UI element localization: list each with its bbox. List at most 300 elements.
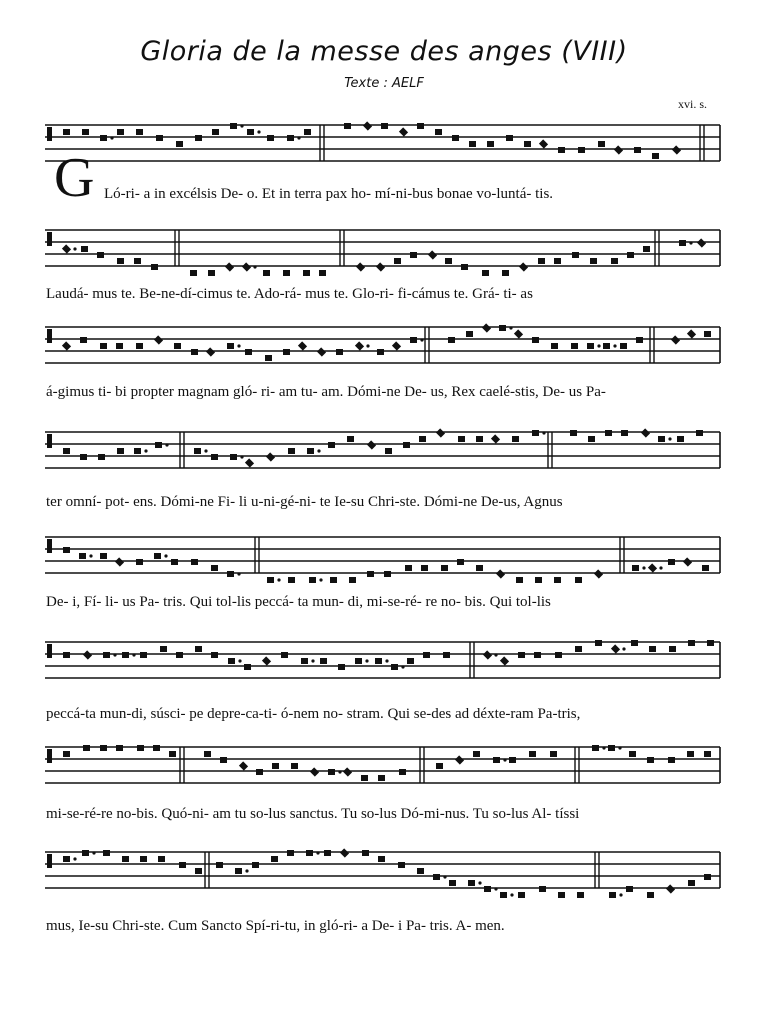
neume: [469, 141, 476, 147]
staff: [0, 315, 768, 385]
neume: [512, 436, 519, 442]
neume: [79, 553, 86, 559]
staff-system: [0, 735, 768, 805]
dot: [257, 130, 260, 133]
neume: [384, 571, 391, 577]
neume: [535, 577, 542, 583]
neume: [621, 430, 628, 436]
staff: [0, 420, 768, 490]
neume: [403, 442, 410, 448]
dot: [622, 647, 625, 650]
neume: [63, 751, 70, 757]
neume: [82, 850, 89, 856]
neume: [417, 123, 424, 129]
neume: [550, 751, 557, 757]
neume: [63, 856, 70, 862]
neume: [324, 850, 331, 856]
neume: [343, 767, 352, 776]
neume: [652, 153, 659, 159]
neume: [407, 658, 414, 664]
neume: [122, 652, 129, 658]
neume: [307, 448, 314, 454]
neume: [100, 343, 107, 349]
neume: [435, 129, 442, 135]
staff: [0, 218, 768, 288]
dot: [659, 566, 662, 569]
neume: [410, 337, 417, 343]
neume: [156, 135, 163, 141]
neume: [570, 430, 577, 436]
dot: [510, 893, 513, 896]
neume: [263, 270, 270, 276]
neume: [98, 454, 105, 460]
neume: [626, 886, 633, 892]
neume: [499, 325, 506, 331]
neume: [242, 262, 251, 271]
neume: [271, 856, 278, 862]
dot: [238, 659, 241, 662]
neume: [702, 565, 709, 571]
neume: [609, 892, 616, 898]
neume: [140, 652, 147, 658]
neume: [103, 652, 110, 658]
staff-system: [0, 315, 768, 385]
neume: [158, 856, 165, 862]
neume: [555, 652, 562, 658]
neume: [668, 757, 675, 763]
dot: [443, 875, 446, 878]
neume: [457, 559, 464, 565]
neume: [228, 658, 235, 664]
staff-system: [0, 840, 768, 910]
neume: [303, 270, 310, 276]
neume: [349, 577, 356, 583]
neume: [443, 652, 450, 658]
neume: [428, 250, 437, 259]
drop-cap: G: [54, 147, 95, 209]
dot: [240, 124, 243, 127]
neume: [433, 874, 440, 880]
neume: [590, 258, 597, 264]
neume: [500, 656, 509, 665]
neume: [529, 751, 536, 757]
neume: [476, 436, 483, 442]
neume: [455, 755, 464, 764]
neume: [571, 343, 578, 349]
neume: [256, 769, 263, 775]
neume: [338, 664, 345, 670]
neume: [267, 135, 274, 141]
clef: [47, 644, 52, 658]
neume: [666, 884, 675, 893]
neume: [608, 745, 615, 751]
neume: [247, 129, 254, 135]
neume: [281, 652, 288, 658]
neume: [392, 341, 401, 350]
neume: [577, 892, 584, 898]
dot: [597, 344, 600, 347]
subtitle: Texte : AELF: [344, 76, 424, 91]
dot: [92, 851, 95, 854]
neume: [484, 886, 491, 892]
neume: [103, 850, 110, 856]
neume: [394, 258, 401, 264]
neume: [191, 349, 198, 355]
dot: [319, 578, 322, 581]
neume: [482, 270, 489, 276]
neume: [641, 428, 650, 437]
neume: [658, 436, 665, 442]
neume: [367, 440, 376, 449]
neume: [194, 448, 201, 454]
neume: [80, 337, 87, 343]
neume: [603, 343, 610, 349]
neume: [506, 135, 513, 141]
neume: [100, 745, 107, 751]
dot: [365, 659, 368, 662]
neume: [704, 331, 711, 337]
dot: [338, 770, 341, 773]
neume: [707, 640, 714, 646]
neume: [220, 757, 227, 763]
neume: [614, 145, 623, 154]
dot: [89, 554, 92, 557]
dot: [204, 449, 207, 452]
dot: [317, 449, 320, 452]
neume: [449, 880, 456, 886]
staff: [0, 525, 768, 595]
neume: [594, 569, 603, 578]
neume: [153, 745, 160, 751]
neume: [636, 337, 643, 343]
neume: [330, 577, 337, 583]
neume: [154, 335, 163, 344]
neume: [554, 577, 561, 583]
neume: [344, 123, 351, 129]
dot: [165, 443, 168, 446]
neume: [190, 270, 197, 276]
neume: [235, 868, 242, 874]
neume: [83, 650, 92, 659]
lyrics-line: mi-se-ré-re no-bis. Quó-ni- am tu so-lus sanctus. Tu so-lus Dó-mi-nus. Tu so-lus Al- tíssi: [46, 806, 580, 822]
neume: [328, 769, 335, 775]
neume: [627, 252, 634, 258]
neume: [672, 145, 681, 154]
neume: [355, 658, 362, 664]
neume: [115, 557, 124, 566]
neume: [436, 428, 445, 437]
neume: [669, 646, 676, 652]
neume: [63, 547, 70, 553]
neume: [136, 559, 143, 565]
neume: [445, 258, 452, 264]
neume: [211, 652, 218, 658]
neume: [500, 892, 507, 898]
neume: [466, 331, 473, 337]
neume: [304, 129, 311, 135]
dot: [237, 572, 240, 575]
dot: [110, 136, 113, 139]
neume: [179, 862, 186, 868]
dot: [297, 136, 300, 139]
neume: [195, 135, 202, 141]
neume: [683, 557, 692, 566]
neume: [634, 147, 641, 153]
neume: [539, 886, 546, 892]
staff: [0, 630, 768, 700]
neume: [227, 571, 234, 577]
neume: [298, 341, 307, 350]
neume: [309, 577, 316, 583]
neume: [493, 757, 500, 763]
neume: [631, 640, 638, 646]
mode-label: xvi. s.: [678, 97, 708, 111]
neume: [117, 448, 124, 454]
dot: [245, 869, 248, 872]
neume: [117, 258, 124, 264]
clef: [47, 749, 52, 763]
neume: [551, 343, 558, 349]
dot: [420, 338, 423, 341]
lyrics-line: Laudá- mus te. Be-ne-dí-cimus te. Ado-rá- mus te. Glo-ri- fi-cámus te. Grá- ti- as: [46, 286, 533, 302]
neume: [575, 646, 582, 652]
neume: [491, 434, 500, 443]
neume: [155, 442, 162, 448]
neume: [154, 553, 161, 559]
neume: [80, 454, 87, 460]
neume: [518, 892, 525, 898]
neume: [134, 448, 141, 454]
neume: [704, 874, 711, 880]
neume: [668, 559, 675, 565]
neume: [592, 745, 599, 751]
neume: [319, 270, 326, 276]
dot: [144, 449, 147, 452]
neume: [461, 264, 468, 270]
neume: [687, 751, 694, 757]
lyrics-line: á-gimus ti- bi propter magnam gló- ri- am tu- am. Dómi-ne De- us, Rex caelé-stis, De- us Pa-: [46, 384, 606, 400]
dot: [253, 265, 256, 268]
dot: [73, 857, 76, 860]
neume: [519, 262, 528, 271]
neume: [310, 767, 319, 776]
neume: [697, 238, 706, 247]
neume: [647, 757, 654, 763]
clef: [47, 329, 52, 343]
neume: [473, 751, 480, 757]
neume: [532, 337, 539, 343]
neume: [171, 559, 178, 565]
neume: [320, 658, 327, 664]
neume: [649, 646, 656, 652]
neume: [288, 448, 295, 454]
neume: [191, 559, 198, 565]
dot: [237, 344, 240, 347]
neume: [399, 769, 406, 775]
neume: [482, 323, 491, 332]
neume: [378, 775, 385, 781]
neume: [436, 763, 443, 769]
neume: [572, 252, 579, 258]
neume: [399, 127, 408, 136]
dot: [619, 893, 622, 896]
neume: [367, 571, 374, 577]
staff-system: [0, 630, 768, 700]
neume: [558, 147, 565, 153]
neume: [283, 349, 290, 355]
neume: [301, 658, 308, 664]
neume: [174, 343, 181, 349]
neume: [160, 646, 167, 652]
dot: [132, 653, 135, 656]
neume: [266, 452, 275, 461]
neume: [262, 656, 271, 665]
neume: [575, 577, 582, 583]
neume: [671, 335, 680, 344]
neume: [63, 652, 70, 658]
neume: [288, 577, 295, 583]
neume: [340, 848, 349, 857]
clef: [47, 854, 52, 868]
neume: [239, 761, 248, 770]
dot: [613, 344, 616, 347]
dot: [401, 665, 404, 668]
neume: [265, 355, 272, 361]
neume: [587, 343, 594, 349]
neume: [620, 343, 627, 349]
neume: [687, 329, 696, 338]
neume: [230, 123, 237, 129]
neume: [688, 880, 695, 886]
neume: [100, 553, 107, 559]
dot: [642, 566, 645, 569]
lyrics-line: Ló-ri- a in excélsis De- o. Et in terra pax ho- mí-ni-bus bonae vo-luntá- tis.: [104, 186, 554, 202]
dot: [277, 578, 280, 581]
neume: [688, 640, 695, 646]
neume: [558, 892, 565, 898]
neume: [336, 349, 343, 355]
neume: [381, 123, 388, 129]
dot: [240, 455, 243, 458]
neume: [677, 436, 684, 442]
neume: [468, 880, 475, 886]
neume: [605, 430, 612, 436]
neume: [377, 349, 384, 355]
neume: [134, 258, 141, 264]
neume: [230, 454, 237, 460]
page-title: Gloria de la messe des anges (VIII): [140, 36, 628, 67]
neume: [245, 458, 254, 467]
neume: [598, 141, 605, 147]
neume: [81, 246, 88, 252]
neume: [195, 646, 202, 652]
neume: [267, 577, 274, 583]
clef: [47, 539, 52, 553]
neume: [244, 664, 251, 670]
neume: [211, 565, 218, 571]
neume: [116, 745, 123, 751]
neume: [476, 565, 483, 571]
neume: [355, 341, 364, 350]
dot: [689, 241, 692, 244]
neume: [554, 258, 561, 264]
staff-system: [0, 525, 768, 595]
neume: [287, 850, 294, 856]
neume: [534, 652, 541, 658]
lyrics-line: De- i, Fí- li- us Pa- tris. Qui tol-lis peccá- ta mun- di, mi-se-ré- re no- bis. Qui tol-lis: [46, 594, 551, 610]
dot: [509, 326, 512, 329]
dot: [478, 881, 481, 884]
neume: [611, 258, 618, 264]
neume: [643, 246, 650, 252]
neume: [629, 751, 636, 757]
neume: [117, 129, 124, 135]
neume: [398, 862, 405, 868]
neume: [679, 240, 686, 246]
neume: [518, 652, 525, 658]
neume: [208, 270, 215, 276]
neume: [63, 129, 70, 135]
neume: [211, 454, 218, 460]
dot: [494, 653, 497, 656]
neume: [487, 141, 494, 147]
neume: [169, 751, 176, 757]
neume: [291, 763, 298, 769]
neume: [225, 262, 234, 271]
neume: [578, 147, 585, 153]
neume: [328, 442, 335, 448]
neume: [100, 135, 107, 141]
neume: [441, 565, 448, 571]
neume: [419, 436, 426, 442]
neume: [122, 856, 129, 862]
dot: [113, 653, 116, 656]
neume: [272, 763, 279, 769]
neume: [306, 850, 313, 856]
neume: [704, 751, 711, 757]
neume: [588, 436, 595, 442]
neume: [245, 349, 252, 355]
neume: [524, 141, 531, 147]
staff-system: [0, 218, 768, 288]
neume: [696, 430, 703, 436]
dot: [542, 431, 545, 434]
neume: [611, 644, 620, 653]
neume: [509, 757, 516, 763]
neume: [137, 745, 144, 751]
neume: [423, 652, 430, 658]
neume: [538, 258, 545, 264]
neume: [632, 565, 639, 571]
neume: [136, 343, 143, 349]
lyrics-line: ter omní- pot- ens. Dómi-ne Fi- li u-ni-gé-ni- te Ie-su Chri-ste. Dómi-ne De-us, Agnus: [46, 494, 563, 510]
neume: [376, 262, 385, 271]
neume: [417, 868, 424, 874]
neume: [82, 129, 89, 135]
neume: [204, 751, 211, 757]
clef: [47, 232, 52, 246]
neume: [140, 856, 147, 862]
neume: [496, 569, 505, 578]
neume: [458, 436, 465, 442]
neume: [356, 262, 365, 271]
neume: [347, 436, 354, 442]
lyrics-line: mus, Ie-su Chri-ste. Cum Sancto Spí-ri-tu, in gló-ri- a De- i Pa- tris. A- men.: [46, 918, 505, 934]
neume: [195, 868, 202, 874]
dot: [618, 746, 621, 749]
neume: [391, 664, 398, 670]
neume: [62, 244, 71, 253]
